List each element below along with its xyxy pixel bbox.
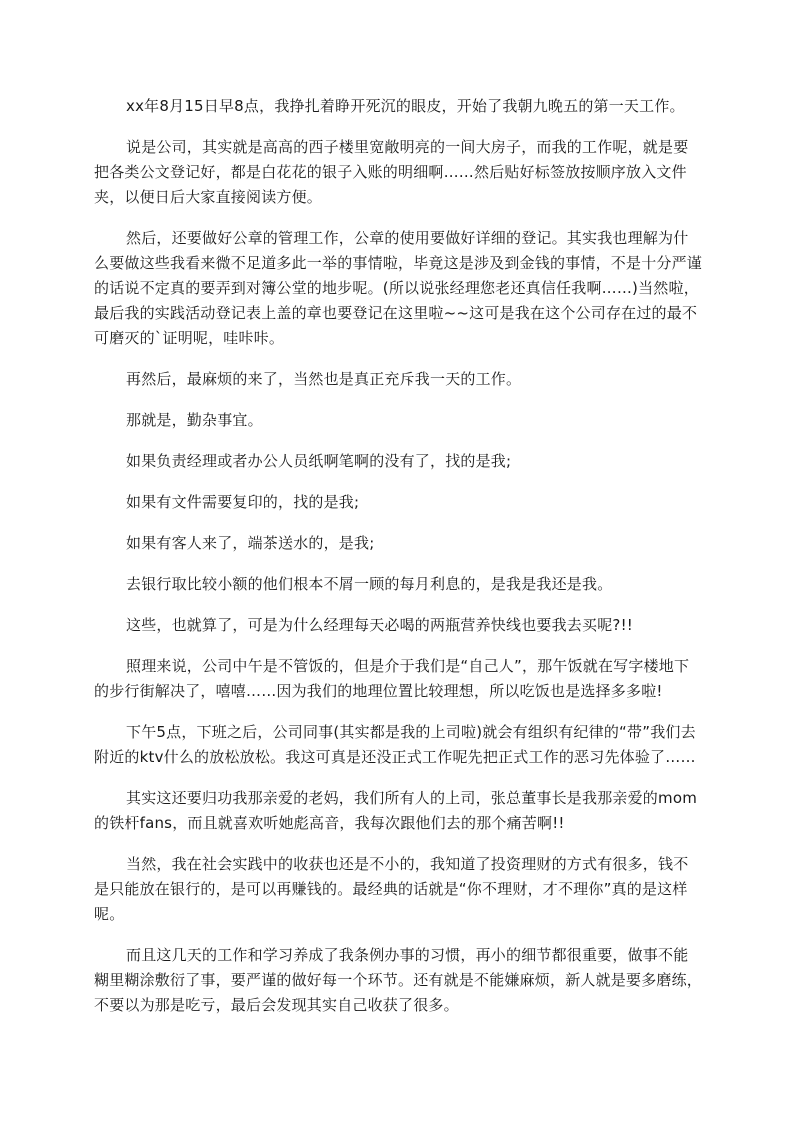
paragraph-9: 去银行取比较小额的他们根本不屑一顾的每月利息的，是我是我还是我。: [126, 575, 613, 593]
paragraph-14: 当然，我在社会实践中的收获也还是不小的，我知道了投资理财的方式有很多，钱不是只能放在银行的，是可以再赚钱的。最经典的话就是“你不理财，才不理你”真的是这样呢。: [94, 855, 689, 923]
paragraph-6: 如果负责经理或者办公人员纸啊笔啊的没有了，找的是我;: [126, 452, 512, 470]
paragraph-1: xx年8月15日早8点，我挣扎着睁开死沉的眼皮，开始了我朝九晚五的第一天工作。: [126, 97, 685, 115]
paragraph-10: 这些，也就算了，可是为什么经理每天必喝的两瓶营养快线也要我去买呢?!!: [126, 616, 633, 634]
paragraph-11: 照理来说，公司中午是不管饭的，但是介于我们是“自己人”，那午饭就在写字楼地下的步行街解决了，嘻嘻……因为我们的地理位置比较理想，所以吃饭也是选择多多啦!: [94, 657, 690, 700]
paragraph-15: 而且这几天的工作和学习养成了我条例办事的习惯，再小的细节都很重要，做事不能糊里糊涂敷衍了事，要严谨的做好每一个环节。还有就是不能嫌麻烦，新人就是要多磨练，不要以为那是吃亏，最后会发现其实自己收获了很多。: [94, 946, 703, 1014]
paragraph-8: 如果有客人来了，端茶送水的，是我;: [126, 534, 375, 552]
paragraph-12: 下午5点，下班之后，公司同事(其实都是我的上司啦)就会有组织有纪律的“带”我们去附近的ktv什么的放松放松。我这可真是还没正式工作呢先把正式工作的恶习先体验了……: [94, 723, 696, 766]
document-body: [94, 94, 702, 1034]
paragraph-13: 其实这还要归功我那亲爱的老妈，我们所有人的上司，张总董事长是我那亲爱的mom的铁杆fans，而且就喜欢听她彪高音，我每次跟他们去的那个痛苦啊!!: [94, 789, 698, 832]
paragraph-2: 说是公司，其实就是高高的西子楼里宽敞明亮的一间大房子，而我的工作呢，就是要把各类公文登记好，都是白花花的银子入账的明细啊……然后贴好标签放按顺序放入文件夹，以便日后大家直接阅读方便。: [94, 138, 689, 206]
paragraph-7: 如果有文件需要复印的，找的是我;: [126, 493, 360, 511]
paragraph-5: 那就是，勤杂事宜。: [126, 411, 263, 429]
paragraph-3: 然后，还要做好公章的管理工作，公章的使用要做好详细的登记。其实我也理解为什么要做这些我看来微不足道多此一举的事情啦，毕竟这是涉及到金钱的事情，不是十分严谨的话说不定真的要弄到对簿公堂的地步呢。(所以说张经理您老还真信任我啊……)当然啦，最后我的实践活动登记表上盖的章也要登记在这里啦~~这可是我在这个公司存在过的最不可磨灭的`证明呢，哇咔咔。: [94, 229, 703, 347]
paragraph-4: 再然后，最麻烦的来了，当然也是真正充斥我一天的工作。: [126, 370, 522, 388]
